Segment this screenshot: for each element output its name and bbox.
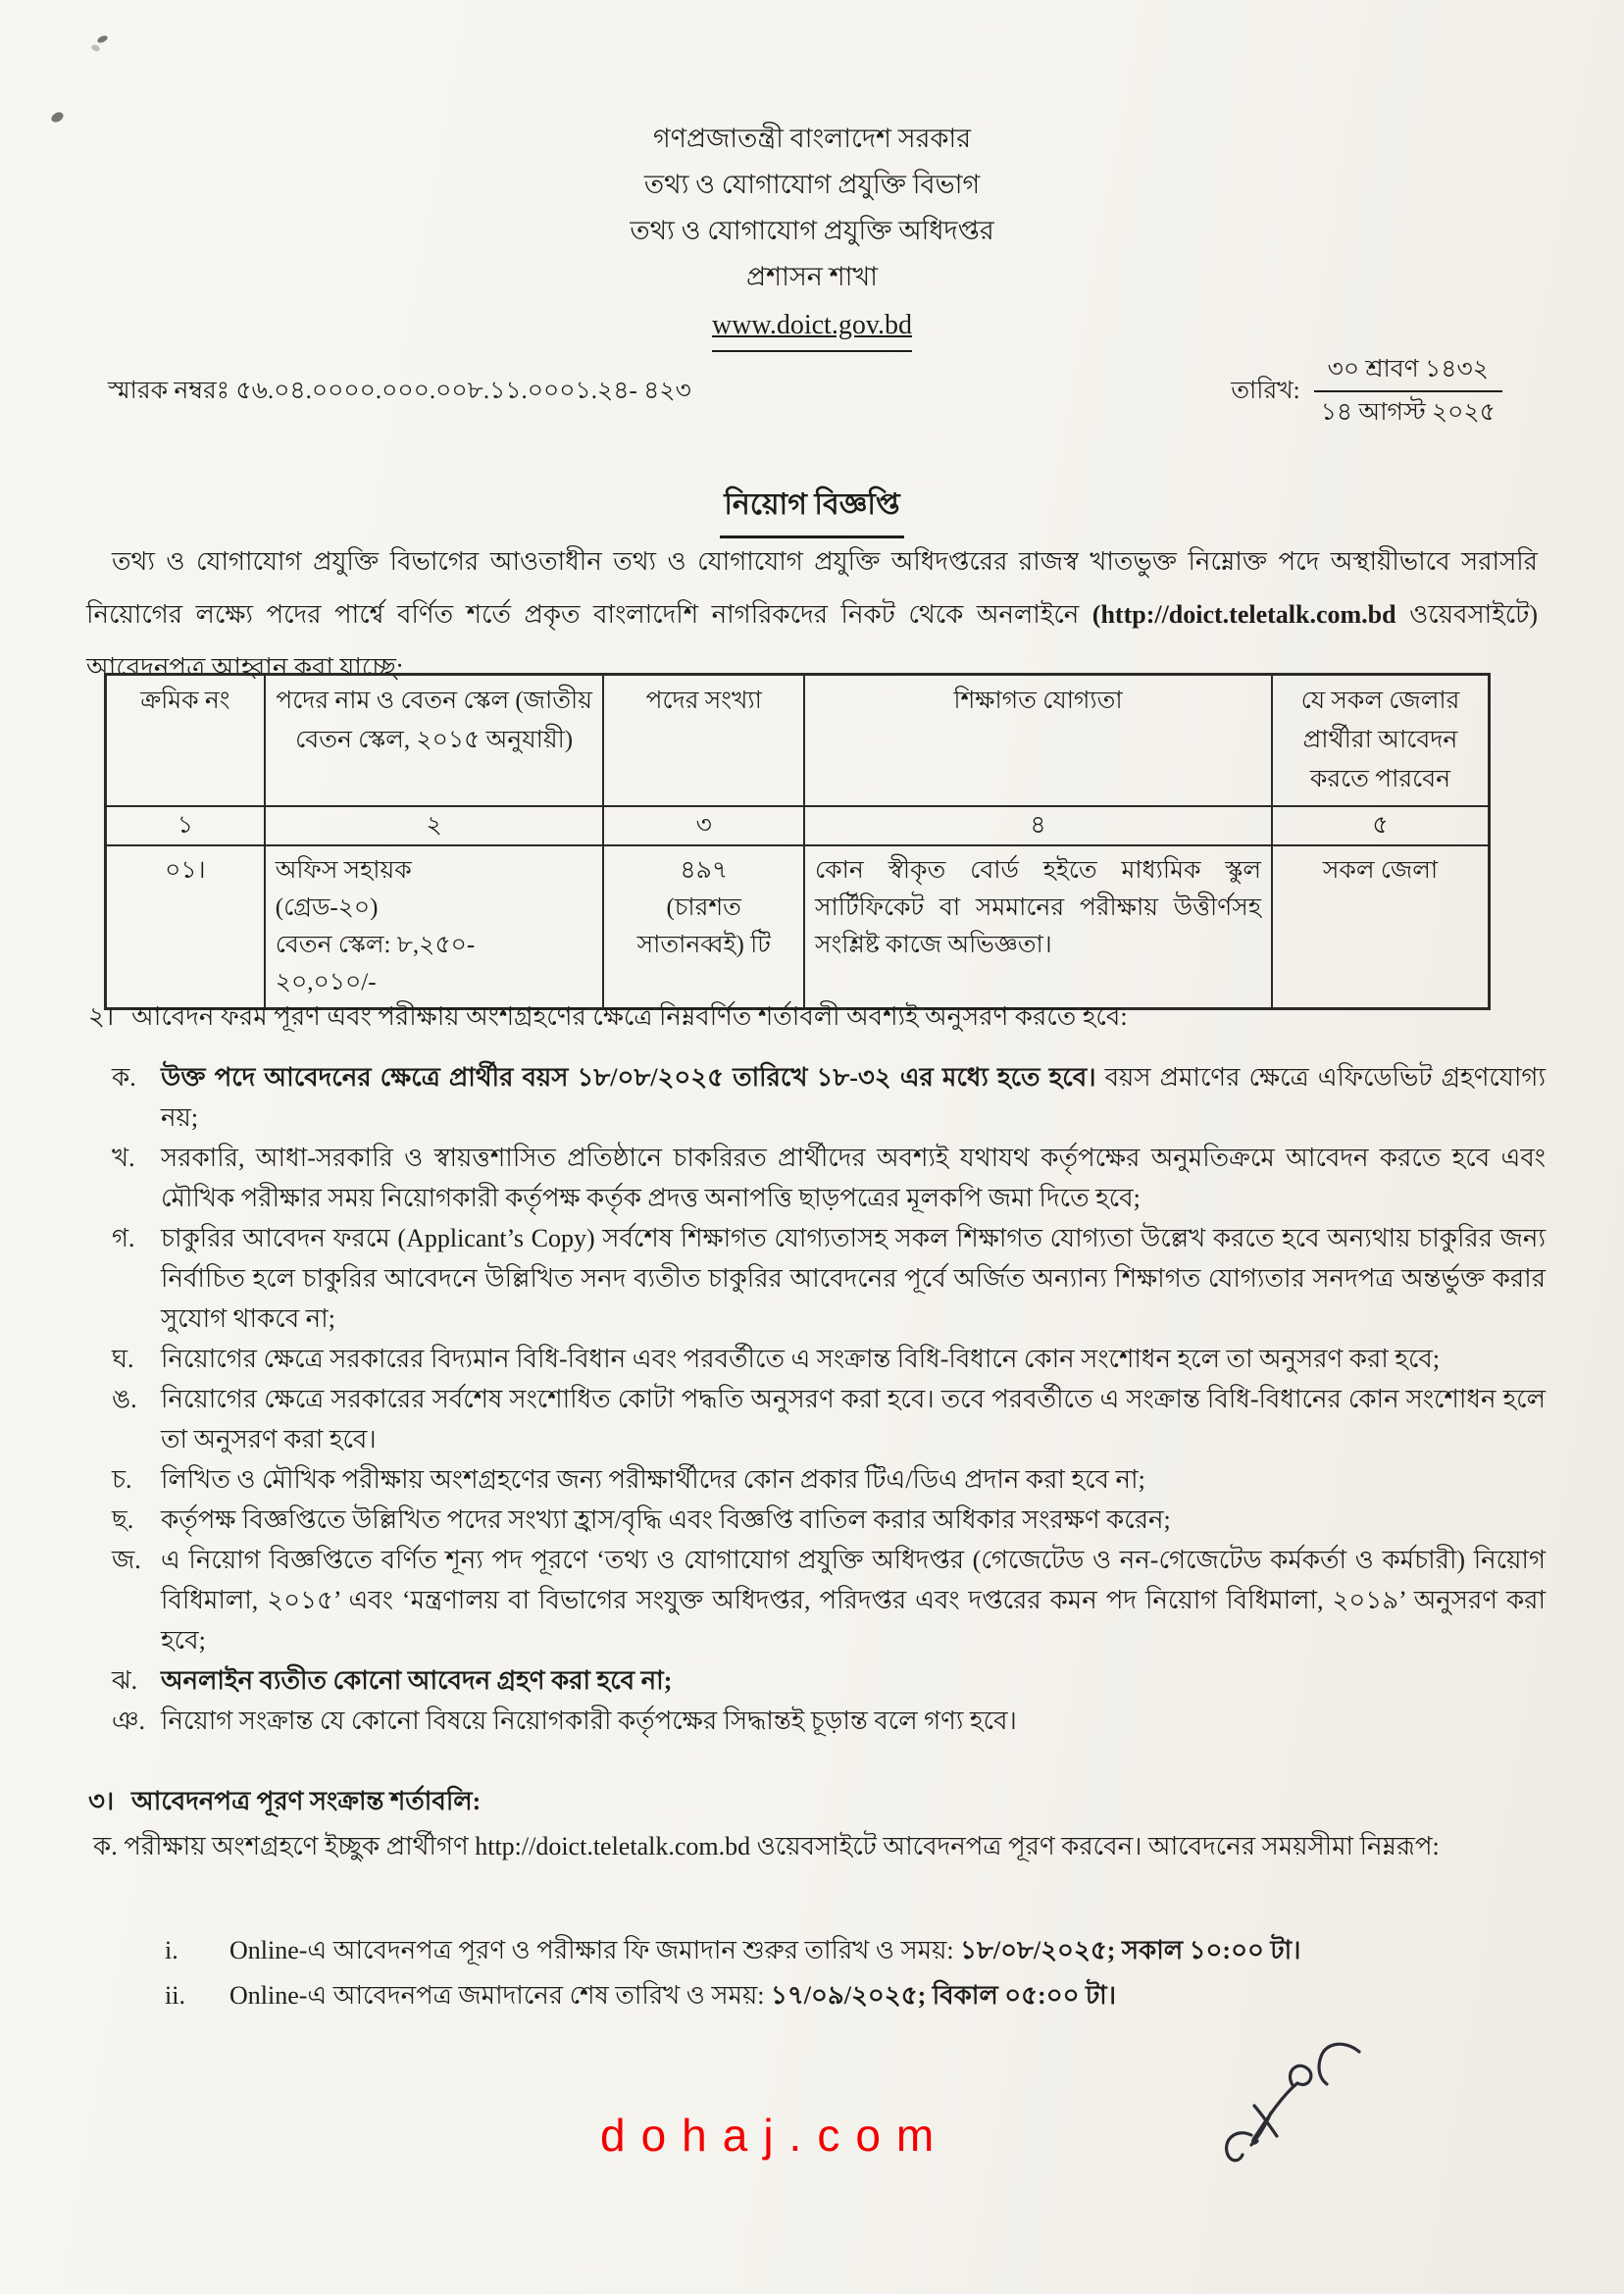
condition-text: লিখিত ও মৌখিক পরীক্ষায় অংশগ্রহণের জন্য পরীক্ষার্থীদের কোন প্রকার টিএ/ডিএ প্রদান করা হবে না; xyxy=(161,1465,1145,1494)
org-header xyxy=(0,116,1624,352)
condition-text: নিয়োগ সংক্রান্ত যে কোনো বিষয়ে নিয়োগকারী কর্তৃপক্ষের সিদ্ধান্তই চূড়ান্ত বলে গণ্য হবে। xyxy=(161,1707,1017,1735)
section-3-heading xyxy=(88,1781,481,1822)
count-words-2: সাতানব্বই) টি xyxy=(636,932,771,958)
date-label: তারিখ: xyxy=(1231,377,1300,404)
scan-speck xyxy=(90,44,101,53)
table-row xyxy=(106,845,1490,1009)
column-number: ২ xyxy=(265,806,604,845)
condition-label: ঘ. xyxy=(112,1345,134,1373)
condition-text: চাকুরির আবেদন ফরমে (Applicant’s Copy) সর্বশেষ শিক্ষাগত যোগ্যতাসহ সকল শিক্ষাগত যোগ্যতা উল্লেখ করতে হবে অন্যথায় চাকুরির জন্য নির্বাচিত হলে চাকুরির আবেদনে উল্লিখিত সনদ ব্যতীত চাকুরির আবেদনের পূর্বে অর্জিত অন্যান্য শিক্ষাগত যোগ্যতার সনদপত্র অন্তর্ভুক্ত করার সুযোগ থাকবে না; xyxy=(161,1224,1546,1333)
condition-label: ঙ. xyxy=(112,1385,137,1413)
deadline-item-end xyxy=(165,1973,1538,2018)
table-header-row xyxy=(106,675,1490,807)
notice-title-wrap xyxy=(0,481,1624,538)
districts-cell: সকল জেলা xyxy=(1272,845,1490,1009)
condition-label: ঝ. xyxy=(112,1666,138,1695)
post-cell xyxy=(265,845,604,1009)
condition-text: অনলাইন ব্যতীত কোনো আবেদন গ্রহণ করা হবে না; xyxy=(161,1666,673,1695)
memo-number: স্মারক নম্বরঃ ৫৬.০৪.০০০০.০০০.০০৮.১১.০০০১.২৪- ৪২৩ xyxy=(108,377,691,404)
col-header-serial: ক্রমিক নং xyxy=(106,675,265,807)
section-3-heading-text: আবেদনপত্র পূরণ সংক্রান্ত শর্তাবলি: xyxy=(131,1787,482,1815)
instruction-text-2: ওয়েবসাইটে আবেদনপত্র পূরণ করবেন। আবেদনের সময়সীমা নিম্নরূপ: xyxy=(750,1832,1440,1861)
condition-text: সরকারি, আধা-সরকারি ও স্বায়ত্তশাসিত প্রতিষ্ঠানে চাকরিরত প্রার্থীদের অবশ্যই যথাযথ কর্তৃপক্ষের অনুমতিক্রমে আবেদন করতে হবে এবং মৌখিক পরীক্ষার সময় নিয়োগকারী কর্তৃপক্ষ কর্তৃক প্রদত্ত অনাপত্তি ছাড়পত্রের মূলকপি জমা দিতে হবে; xyxy=(161,1144,1546,1212)
instruction-label: ক. xyxy=(93,1832,118,1861)
condition-item-ga xyxy=(112,1218,1546,1339)
section-3-number: ৩। xyxy=(88,1787,115,1815)
recruitment-table xyxy=(104,673,1491,1010)
application-url[interactable]: (http://doict.teletalk.com.bd xyxy=(1091,600,1396,629)
condition-text: নিয়োগের ক্ষেত্রে সরকারের বিদ্যমান বিধি-বিধান এবং পরবর্তীতে এ সংক্রান্ত বিধি-বিধানে কোন সংশোধন হলে তা অনুসরণ করা হবে; xyxy=(161,1345,1441,1373)
condition-item-chha xyxy=(112,1500,1546,1540)
condition-label: ঞ. xyxy=(112,1707,145,1735)
date-block xyxy=(1231,355,1502,428)
section-2-heading xyxy=(88,996,1540,1038)
intro-paragraph xyxy=(86,535,1538,694)
condition-label: চ. xyxy=(112,1465,132,1494)
roman-label: ii. xyxy=(165,1981,185,2010)
col-header-districts: যে সকল জেলার প্রার্থীরা আবেদন করতে পারবেন xyxy=(1272,675,1490,807)
condition-item-kha xyxy=(112,1138,1546,1218)
column-number: ৪ xyxy=(804,806,1272,845)
org-line-government: গণপ্রজাতন্ত্রী বাংলাদেশ সরকার xyxy=(652,124,972,153)
column-number: ৫ xyxy=(1272,806,1490,845)
deadline-text: Online-এ আবেদনপত্র পূরণ ও পরীক্ষার ফি জমাদান শুরুর তারিখ ও সময়: ১৮/০৮/২০২৫; সকাল ১০:০০ টা। xyxy=(229,1936,1301,1964)
org-line-branch: প্রশাসন শাখা xyxy=(745,262,879,291)
post-grade: (গ্রেড-২০) xyxy=(275,894,379,921)
section-2-number: ২। xyxy=(88,1002,115,1031)
condition-text: এ নিয়োগ বিজ্ঞপ্তিতে বর্ণিত শূন্য পদ পূরণে ‘তথ্য ও যোগাযোগ প্রযুক্তি অধিদপ্তর (গেজেটেড ও নন-গেজেটেড কর্মকর্তা ও কর্মচারী) নিয়োগ বিধিমালা, ২০১৫’ এবং ‘মন্ত্রণালয় বা বিভাগের সংযুক্ত অধিদপ্তর, পরিদপ্তর এবং দপ্তরের কমন পদ নিয়োগ বিধিমালা, ২০১৯’ অনুসরণ করা হবে; xyxy=(161,1546,1546,1655)
condition-text: কর্তৃপক্ষ বিজ্ঞপ্তিতে উল্লিখিত পদের সংখ্যা হ্রাস/বৃদ্ধি এবং বিজ্ঞপ্তি বাতিল করার অধিকার সংরক্ষণ করেন; xyxy=(161,1505,1171,1534)
section-2-heading-text: আবেদন ফরম পূরণ এবং পরীক্ষায় অংশগ্রহণের ক্ষেত্রে নিম্নবর্ণিত শর্তাবলী অবশ্যই অনুসরণ করতে হবে: xyxy=(131,1002,1128,1031)
count-words-1: (চারশত xyxy=(666,894,741,921)
condition-text: নিয়োগের ক্ষেত্রে সরকারের সর্বশেষ সংশোধিত কোটা পদ্ধতি অনুসরণ করা হবে। তবে পরবর্তীতে এ সংক্রান্ত বিধি-বিধানের কোন সংশোধন হলে তা অনুসরণ করা হবে। xyxy=(161,1385,1546,1453)
roman-label: i. xyxy=(165,1936,178,1964)
condition-item-ja xyxy=(112,1540,1546,1660)
serial-cell: ০১। xyxy=(106,845,265,1009)
website-link[interactable]: www.doict.gov.bd xyxy=(712,302,912,352)
condition-label: গ. xyxy=(112,1224,135,1252)
date-gregorian: ১৪ আগস্ট ২০২৫ xyxy=(1320,399,1496,426)
org-line-division: তথ্য ও যোগাযোগ প্রযুক্তি বিভাগ xyxy=(643,170,981,199)
condition-item-ka xyxy=(112,1057,1546,1138)
condition-item-cha xyxy=(112,1459,1546,1500)
signature-mark xyxy=(1177,2040,1471,2294)
watermark: dohaj.com xyxy=(600,2110,950,2161)
condition-item-gha xyxy=(112,1339,1546,1379)
org-line-directorate: তথ্য ও যোগাযোগ প্রযুক্তি অধিদপ্তর xyxy=(630,216,994,245)
deadline-text: Online-এ আবেদনপত্র জমাদানের শেষ তারিখ ও সময়: ১৭/০৯/২০২৫; বিকাল ০৫:০০ টা। xyxy=(229,1981,1117,2010)
post-pay-scale-2: ২০,০১০/- xyxy=(275,969,377,995)
condition-label: খ. xyxy=(112,1144,135,1172)
deadline-item-start xyxy=(165,1928,1538,1973)
memo-row xyxy=(108,355,1502,428)
condition-text: উক্ত পদে আবেদনের ক্ষেত্রে প্রার্থীর বয়স ১৮/০৮/২০২৫ তারিখে ১৮-৩২ এর মধ্যে হতে হবে। বয়স প্রমাণের ক্ষেত্রে এফিডেভিট গ্রহণযোগ্য নয়; xyxy=(161,1063,1546,1132)
intro-text-2: ওয়েবসাইটে) আবেদনপত্র আহ্বান করা যাচ্ছে: xyxy=(86,600,1538,682)
column-number-row xyxy=(106,806,1490,845)
count-cell xyxy=(603,845,804,1009)
column-number: ১ xyxy=(106,806,265,845)
scan-speck xyxy=(96,34,109,44)
conditions-list xyxy=(112,1057,1546,1741)
notice-title: নিয়োগ বিজ্ঞপ্তি xyxy=(720,481,903,538)
condition-item-nya xyxy=(112,1701,1546,1741)
intro-text-1: তথ্য ও যোগাযোগ প্রযুক্তি বিভাগের আওতাধীন তথ্য ও যোগাযোগ প্রযুক্তি অধিদপ্তরের রাজস্ব খাতভুক্ত নিম্নোক্ত পদে অস্থায়ীভাবে সরাসরি নিয়োগের লক্ষ্যে পদের পার্শ্বে বর্ণিত শর্তে প্রকৃত বাংলাদেশি নাগরিকদের নিকট থেকে অনলাইনে xyxy=(86,547,1538,629)
date-fraction xyxy=(1314,355,1502,428)
instruction-text-1: পরীক্ষায় অংশগ্রহণে ইচ্ছুক প্রার্থীগণ xyxy=(117,1832,476,1861)
condition-label: ক. xyxy=(112,1063,136,1092)
teletalk-url[interactable]: http://doict.teletalk.com.bd xyxy=(475,1832,751,1861)
condition-item-jha xyxy=(112,1660,1546,1701)
post-pay-scale-1: বেতন স্কেল: ৮,২৫০- xyxy=(275,932,476,958)
col-header-count: পদের সংখ্যা xyxy=(603,675,804,807)
count-number: ৪৯৭ xyxy=(680,857,729,884)
condition-item-uma xyxy=(112,1379,1546,1459)
date-bangla: ৩০ শ্রাবণ ১৪৩২ xyxy=(1314,355,1502,392)
deadline-list xyxy=(165,1928,1538,2018)
qualification-cell: কোন স্বীকৃত বোর্ড হইতে মাধ্যমিক স্কুল সার্টিফিকেট বা সমমানের পরীক্ষায় উত্তীর্ণসহ সংশ্লিষ্ট কাজে অভিজ্ঞতা। xyxy=(804,845,1272,1009)
col-header-post: পদের নাম ও বেতন স্কেল (জাতীয় বেতন স্কেল, ২০১৫ অনুযায়ী) xyxy=(265,675,604,807)
post-name: অফিস সহায়ক xyxy=(275,857,412,884)
col-header-qualification: শিক্ষাগত যোগ্যতা xyxy=(804,675,1272,807)
condition-label: ছ. xyxy=(112,1505,134,1534)
condition-label: জ. xyxy=(112,1546,141,1574)
application-instruction xyxy=(93,1826,1547,1867)
column-number: ৩ xyxy=(603,806,804,845)
